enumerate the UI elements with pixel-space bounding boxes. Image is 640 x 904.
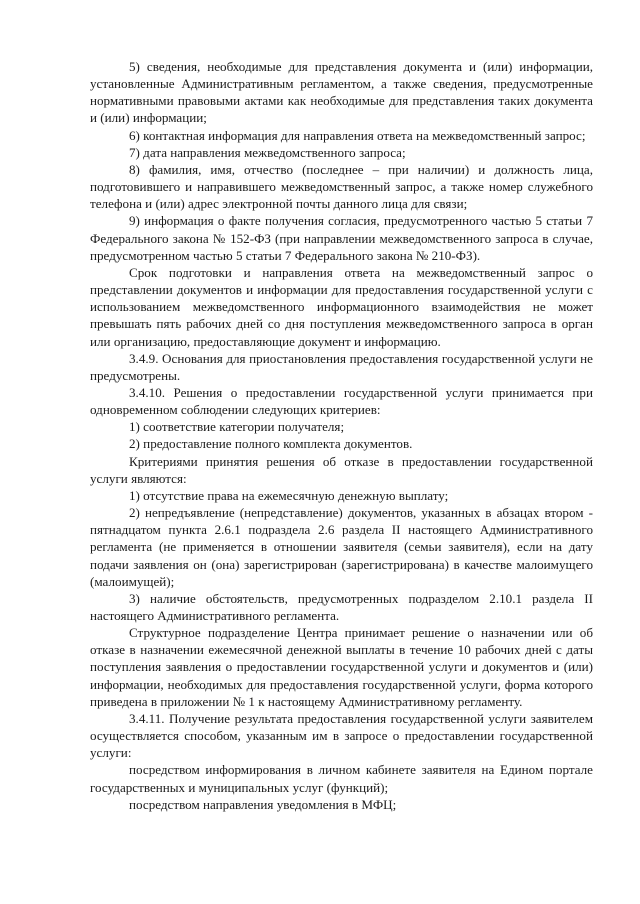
- delivery-method-mfc: посредством направления уведомления в МФЦ;: [129, 796, 397, 812]
- refusal-item-2: 2) непредъявление (непредставление) документов, указанных в абзацах втором - пятнадцатом пункта 2.6.1 подраздела 2.6 раздела II настоящего Административного регламента (не применяется в отношении заявителя (семьи заявителя), если на дату подачи заявления он (она) зарегистрирован (зарегистрирована) в качестве малоимущего (малоимущей);: [90, 505, 593, 589]
- paragraph-3-4-10: 3.4.10. Решения о предоставлении государственной услуги принимается при одновременном соблюдении следующих критериев:: [90, 384, 593, 418]
- paragraph-item-6: 6) контактная информация для направления ответа на межведомственный запрос;: [129, 127, 586, 143]
- paragraph-item-7: 7) дата направления межведомственного запроса;: [129, 144, 406, 160]
- document-body: [90, 58, 593, 813]
- paragraph-item-8: 8) фамилия, имя, отчество (последнее – при наличии) и должность лица, подготовившего и направившего межведомственный запрос, а также номер служебного телефона и (или) адрес электронной почты данного лица для связи;: [90, 161, 593, 212]
- refusal-item-3: 3) наличие обстоятельств, предусмотренных подразделом 2.10.1 раздела II настоящего Административного регламента.: [90, 590, 593, 623]
- delivery-method-portal: посредством информирования в личном кабинете заявителя на Едином портале государственных и муниципальных услуг (функций);: [90, 762, 593, 795]
- paragraph-3-4-9: 3.4.9. Основания для приостановления предоставления государственной услуги не предусмотрены.: [90, 350, 593, 383]
- paragraph-item-9: 9) информация о факте получения согласия, предусмотренного частью 5 статьи 7 Федерального закона № 152-ФЗ (при направлении межведомственного запроса в случае, предусмотренном частью 5 статьи 7 Федерального закона № 210-ФЗ).: [90, 213, 593, 263]
- paragraph-item-5: 5) сведения, необходимые для представления документа и (или) информации, установленные Административным регламентом, а также сведения, предусмотренные нормативными правовыми актами как необходимые для представления таких документа и (или) информации;: [90, 59, 593, 126]
- paragraph-response-deadline: Срок подготовки и направления ответа на межведомственный запрос о представлении документов и информации для предоставления государственной услуги с использованием межведомственного информационного взаимодействия не может превышать пять рабочих дней со дня поступления межведомственного запроса в орган или организацию, предоставляющие документ и информацию.: [90, 264, 593, 349]
- criteria-item-2: 2) предоставление полного комплекта документов.: [129, 436, 413, 452]
- paragraph-3-4-11: 3.4.11. Получение результата предоставления государственной услуги заявителем осуществляется способом, указанным им в запросе о предоставлении государственной услуги:: [90, 710, 593, 761]
- criteria-item-1: 1) соответствие категории получателя;: [129, 419, 345, 435]
- paragraph-center-decision: Структурное подразделение Центра принимает решение о назначении или об отказе в назначении ежемесячной денежной выплаты в течение 10 рабочих дней с даты поступления заявления о предоставлении государственной услуги и документов и (или) информации, необходимых для предоставления государственной услуги, форма которого приведена в приложении № 1 к настоящему Административному регламенту.: [90, 625, 593, 709]
- paragraph-refusal-criteria: Критериями принятия решения об отказе в предоставлении государственной услуги являются:: [90, 453, 593, 486]
- refusal-item-1: 1) отсутствие права на ежемесячную денежную выплату;: [129, 487, 449, 503]
